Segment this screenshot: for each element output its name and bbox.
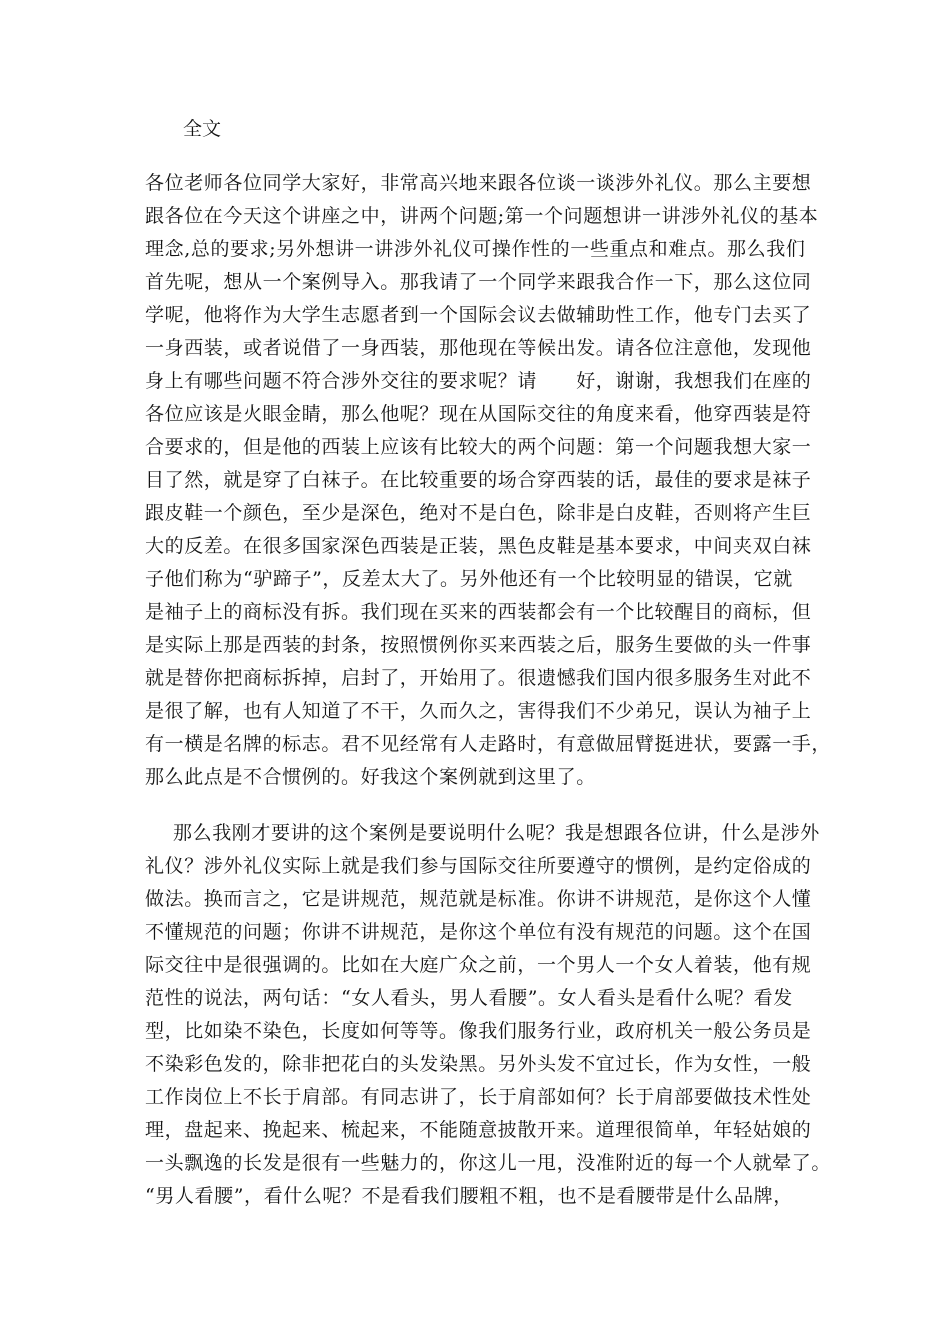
text-line: 就是替你把商标拆掉，启封了，开始用了。很遗憾我们国内很多服务生对此不 [145,667,812,689]
text-line: 礼仪？涉外礼仪实际上就是我们参与国际交往所要遵守的惯例，是约定俗成的 [145,855,812,877]
text-line: “男人看腰”，看什么呢？不是看我们腰粗不粗，也不是看腰带是什么品牌， [145,1185,793,1207]
text-line: 首先呢，想从一个案例导入。那我请了一个同学来跟我合作一下，那么这位同 [145,271,812,293]
paragraph-2 [145,817,831,1213]
text-line: 那么我刚才要讲的这个案例是要说明什么呢？我是想跟各位讲，什么是涉外 [173,822,820,844]
text-line: 身上有哪些问题不符合涉外交往的要求呢？请 好，谢谢，我想我们在座的 [145,370,812,392]
text-line: 一头飘逸的长发是很有一些魅力的，你这儿一甩，没准附近的每一个人就晕了。 [145,1152,832,1174]
document-heading: 全文 [183,118,222,140]
text-line: 是很了解，也有人知道了不干，久而久之，害得我们不少弟兄，误认为袖子上 [145,700,812,722]
text-line: 各位老师各位同学大家好，非常高兴地来跟各位谈一谈涉外礼仪。那么主要想 [145,172,812,194]
text-line: 理念,总的要求;另外想讲一讲涉外礼仪可操作性的一些重点和难点。那么我们 [145,238,806,260]
text-line: 是袖子上的商标没有拆。我们现在买来的西装都会有一个比较醒目的商标，但 [145,601,812,623]
text-line: 跟皮鞋一个颜色，至少是深色，绝对不是白色，除非是白皮鞋，否则将产生巨 [145,502,812,524]
text-line: 范性的说法，两句话：“女人看头，男人看腰”。女人看头是看什么呢？看发 [145,987,793,1009]
text-line: 有一横是名牌的标志。君不见经常有人走路时，有意做屈臂挺进状，要露一手， [145,733,832,755]
text-line: 理，盘起来、挽起来、梳起来，不能随意披散开来。道理很简单，年轻姑娘的 [145,1119,812,1141]
text-line: 工作岗位上不长于肩部。有同志讲了，长于肩部如何？长于肩部要做技术性处 [145,1086,812,1108]
text-line: 子他们称为“驴蹄子”，反差太大了。另外他还有一个比较明显的错误，它就 [145,568,793,590]
paragraph-1 [145,167,831,794]
text-line: 跟各位在今天这个讲座之中，讲两个问题;第一个问题想讲一讲涉外礼仪的基本 [145,205,819,227]
text-line: 不染彩色发的，除非把花白的头发染黑。另外头发不宜过长，作为女性，一般 [145,1053,812,1075]
text-line: 做法。换而言之，它是讲规范，规范就是标准。你讲不讲规范，是你这个人懂 [145,888,812,910]
text-line: 是实际上那是西装的封条，按照惯例你买来西装之后，服务生要做的头一件事 [145,634,812,656]
text-line: 各位应该是火眼金睛，那么他呢？现在从国际交往的角度来看，他穿西装是符 [145,403,812,425]
text-line: 大的反差。在很多国家深色西装是正装，黑色皮鞋是基本要求，中间夹双白袜 [145,535,812,557]
text-line: 一身西装，或者说借了一身西装，那他现在等候出发。请各位注意他，发现他 [145,337,812,359]
text-line: 际交往中是很强调的。比如在大庭广众之前，一个男人一个女人着装，他有规 [145,954,812,976]
text-line: 那么此点是不合惯例的。好我这个案例就到这里了。 [145,766,596,788]
text-line: 型，比如染不染色，长度如何等等。像我们服务行业，政府机关一般公务员是 [145,1020,812,1042]
text-line: 目了然，就是穿了白袜子。在比较重要的场合穿西装的话，最佳的要求是袜子 [145,469,812,491]
text-line: 不懂规范的问题；你讲不讲规范，是你这个单位有没有规范的问题。这个在国 [145,921,812,943]
text-line: 学呢，他将作为大学生志愿者到一个国际会议去做辅助性工作，他专门去买了 [145,304,812,326]
text-line: 合要求的，但是他的西装上应该有比较大的两个问题：第一个问题我想大家一 [145,436,812,458]
